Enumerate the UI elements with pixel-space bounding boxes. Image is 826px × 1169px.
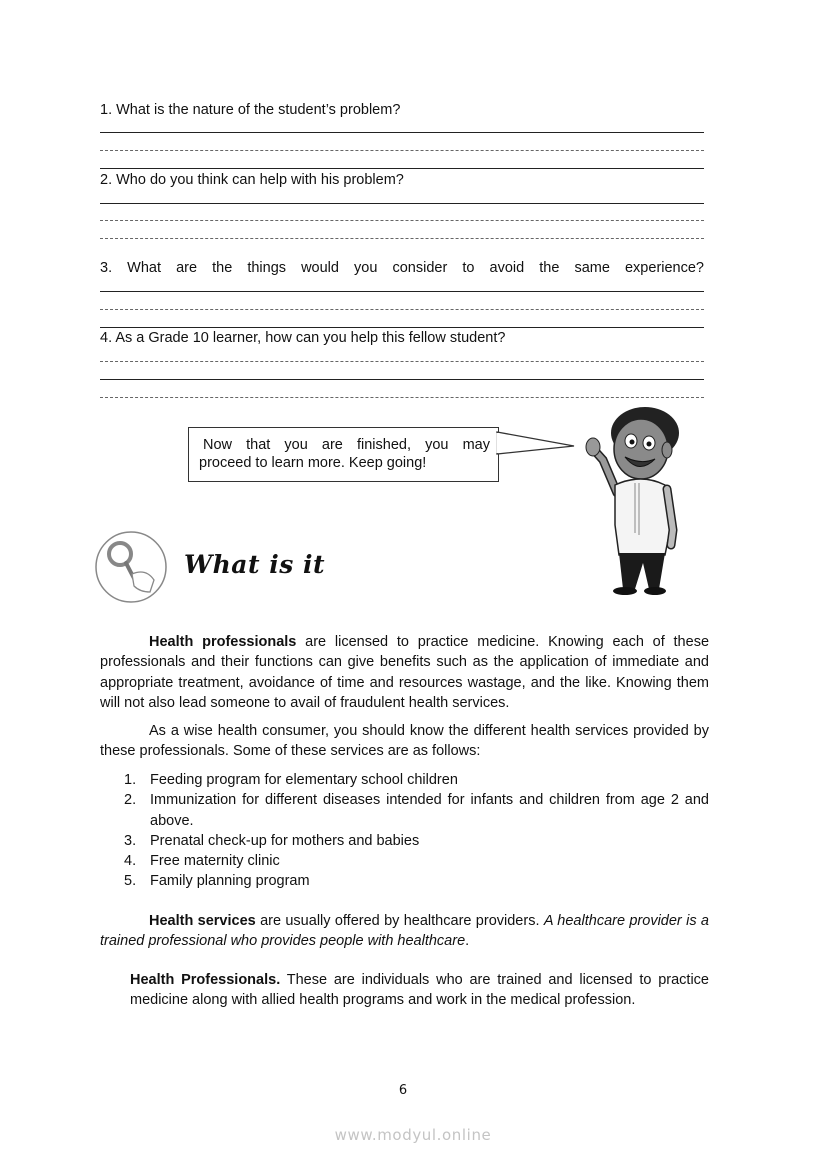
question-4: 4. As a Grade 10 learner, how can you help this fellow student? [100,330,506,346]
watermark: www.modyul.online [334,1126,492,1144]
list-text: Immunization for different diseases intended for infants and children from age 2 and above. [150,792,709,829]
answer-line[interactable] [100,397,704,398]
term-health-professionals-def: Health Professionals. [130,972,281,988]
answer-line[interactable] [100,132,704,133]
paragraph-health-professionals [100,632,709,713]
list-item [100,851,709,871]
question-1: 1. What is the nature of the student’s problem? [100,102,401,118]
question-2: 2. Who do you think can help with his problem? [100,172,404,188]
list-text: Prenatal check-up for mothers and babies [150,832,420,849]
answer-line[interactable] [100,291,704,292]
answer-line[interactable] [100,379,704,380]
answer-line[interactable] [100,220,704,221]
list-number: 5. [124,873,137,890]
answer-line[interactable] [100,361,704,362]
list-text: Feeding program for elementary school children [150,772,458,788]
list-item [100,770,709,790]
term-health-professionals: Health professionals [149,634,297,650]
list-item [100,871,709,891]
paragraph-text: As a wise health consumer, you should know the different health services provided by these professionals. Some of these services are as follows: [100,723,709,760]
paragraph-text: These are individuals who are trained and licensed to practice medicine along with allied health programs and work in the medical profession. [130,972,709,1009]
list-number: 3. [124,832,137,849]
paragraph-text: . [465,933,470,950]
list-number: 2. [124,792,137,809]
answer-line[interactable] [100,168,704,169]
services-list [100,770,709,892]
page-number: 6 [398,1083,408,1098]
answer-line[interactable] [100,309,704,310]
paragraph-text: are usually offered by healthcare providers. [255,913,544,929]
paragraph-health-services [100,911,709,952]
list-text: Family planning program [150,873,310,890]
paragraph-text: are licensed to practice medicine. Knowing each of these professionals and their functions can give benefits such as the application of immediate and appropriate treatment, avoidance of time and resources wastage, and the like. Knowing them will not also lead someone to avail of fraudulent health services. [100,634,710,711]
magnifying-glass-icon [94,530,168,604]
answer-line[interactable] [100,327,704,328]
paragraph-health-consumer [100,721,709,762]
definition-italic: A healthcare provider is a trained professional who provides people with healthcare [100,913,709,950]
definition-health-professionals [130,970,709,1011]
answer-line[interactable] [100,238,704,239]
speech-bubble-tail [496,430,578,456]
list-item [100,790,709,831]
answer-line[interactable] [100,150,704,151]
speech-line-1: Now that you are finished, you may [203,437,490,453]
student-mascot-icon [575,405,700,597]
answer-line[interactable] [100,203,704,204]
list-item [100,831,709,851]
term-health-services: Health services [149,913,256,929]
list-number: 1. [124,772,137,788]
speech-line-2: proceed to learn more. Keep going! [199,455,427,471]
list-number: 4. [124,853,137,870]
question-3: 3. What are the things would you consider to avoid the same experience? [100,260,704,276]
list-text: Free maternity clinic [150,853,280,870]
speech-bubble [188,427,499,482]
section-title: What is it [184,550,326,579]
